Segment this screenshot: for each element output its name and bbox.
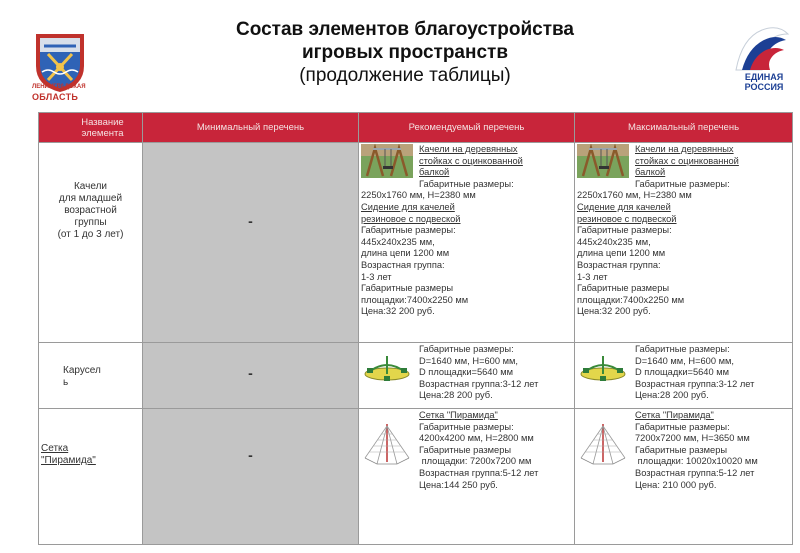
item-detail-line: длина цепи 1200 мм: [361, 248, 450, 259]
item-detail-line: Габаритные размеры: [635, 444, 728, 455]
item-detail-line: Габаритные размеры:: [635, 178, 730, 189]
item-detail-line: Возрастная группа:3-12 лет: [419, 378, 539, 389]
item-price: Цена:28 200 руб.: [635, 390, 709, 401]
title-line-2: игровых пространств: [301, 42, 509, 63]
item-detail-line: 445х240х235 мм,: [577, 236, 651, 247]
item-detail-line: D=1640 мм, Н=600 мм,: [419, 355, 518, 366]
pyramid-net-photo: [577, 422, 629, 466]
page-subtitle: (продолжение таблицы): [299, 65, 511, 86]
table-row: [39, 143, 793, 343]
item-subtitle-line: Сидение для качелей: [361, 201, 455, 212]
element-name-line: Карусел: [63, 365, 101, 376]
maximum-cell: [575, 143, 793, 343]
table-row: [39, 409, 793, 545]
item-subtitle-line: резиновое с подвеской: [577, 213, 677, 224]
item-title-line: стойках с оцинкованной: [419, 155, 523, 166]
item-detail-line: 7200х7200 мм, Н=3650 мм: [635, 433, 750, 444]
party-caption: ЕДИНАЯ РОССИЯ: [744, 72, 784, 92]
maximum-cell: [575, 409, 793, 545]
element-name-line: Сетка: [41, 443, 69, 454]
page-title: [150, 18, 660, 87]
item-detail-line: Возрастная группа:5-12 лет: [419, 467, 539, 478]
item-title: Сетка "Пирамида": [419, 410, 498, 420]
element-name-line: ь: [63, 377, 69, 388]
item-detail-line: 1-3 лет: [361, 271, 392, 282]
item-detail-line: Габаритные размеры:: [419, 344, 514, 354]
element-name-line: (от 1 до 3 лет): [57, 229, 124, 240]
element-name-line: "Пирамида": [41, 455, 96, 466]
item-detail-line: Габаритные размеры:: [635, 421, 730, 432]
item-price: Цена:28 200 руб.: [419, 390, 493, 401]
element-name-line: группы: [74, 217, 107, 228]
item-detail-line: Габаритные размеры:: [419, 178, 514, 189]
item-detail-line: Габаритные размеры: [577, 283, 670, 294]
title-line-1: Состав элементов благоустройства: [236, 19, 574, 40]
item-detail-line: Возрастная группа:: [361, 259, 445, 270]
item-detail-line: Возрастная группа:3-12 лет: [635, 378, 755, 389]
item-detail-line: Габаритные размеры: [419, 444, 512, 455]
item-subtitle-line: резиновое с подвеской: [361, 213, 461, 224]
item-detail-line: площадки: 10020х10020 мм: [635, 456, 758, 467]
col-header-name: Название элемента: [39, 113, 143, 143]
item-title-line: Качели на деревянных: [419, 144, 518, 154]
table-header-row: [39, 113, 793, 143]
item-title: Сетка "Пирамида": [635, 410, 714, 420]
table-row: [39, 343, 793, 409]
item-detail-line: 1-3 лет: [577, 271, 608, 282]
item-detail-line: площадки:7400х2250 мм: [361, 294, 469, 305]
item-title-line: Качели на деревянных: [635, 144, 734, 154]
recommended-cell: [359, 343, 575, 409]
minimum-cell: -: [143, 409, 359, 545]
item-detail-line: 2250х1760 мм, Н=2380 мм: [361, 190, 476, 201]
col-header-minimum: Минимальный перечень: [143, 113, 359, 143]
minimum-cell: -: [143, 143, 359, 343]
recommended-cell: [359, 409, 575, 545]
party-logo-icon: [732, 24, 792, 74]
item-detail-line: площадки: 7200х7200 мм: [419, 456, 532, 467]
item-detail-line: D площадки=5640 мм: [419, 367, 514, 378]
item-detail-line: Габаритные размеры:: [577, 225, 672, 236]
item-detail-line: длина цепи 1200 мм: [577, 248, 666, 259]
swing-photo: [361, 144, 413, 178]
maximum-cell: [575, 343, 793, 409]
col-header-maximum: Максимальный перечень: [575, 113, 793, 143]
elements-table: [38, 112, 793, 545]
item-detail-line: площадки:7400х2250 мм: [577, 294, 685, 305]
region-caption: ОБЛАСТЬ: [32, 92, 79, 102]
carousel-photo: [361, 352, 413, 386]
item-price: Цена:32 200 руб.: [577, 306, 651, 317]
item-title-line: балкой: [635, 167, 666, 178]
col-header-recommended: Рекомендуемый перечень: [359, 113, 575, 143]
item-detail-line: Габаритные размеры:: [419, 421, 514, 432]
element-name-line: для младшей: [58, 193, 123, 204]
item-subtitle-line: Сидение для качелей: [577, 201, 671, 212]
swing-photo: [577, 144, 629, 178]
item-title-line: балкой: [419, 167, 450, 178]
item-detail-line: Габаритные размеры:: [361, 225, 456, 236]
element-name-cell: [39, 143, 143, 343]
recommended-cell: [359, 143, 575, 343]
element-name-cell: [39, 409, 143, 545]
item-detail-line: 445х240х235 мм,: [361, 236, 435, 247]
pyramid-net-photo: [361, 422, 413, 466]
item-detail-line: 2250х1760 мм, Н=2380 мм: [577, 190, 692, 201]
item-title-line: стойках с оцинкованной: [635, 155, 739, 166]
element-name-cell: [39, 343, 143, 409]
element-name-line: Качели: [73, 181, 108, 192]
item-detail-line: Возрастная группа:: [577, 259, 661, 270]
item-price: Цена:32 200 руб.: [361, 306, 435, 317]
item-detail-line: Габаритные размеры:: [635, 344, 730, 354]
minimum-cell: -: [143, 343, 359, 409]
item-detail-line: Габаритные размеры: [361, 283, 454, 294]
item-detail-line: 4200х4200 мм, Н=2800 мм: [419, 433, 534, 444]
carousel-photo: [577, 352, 629, 386]
item-detail-line: D площадки=5640 мм: [635, 367, 730, 378]
item-price: Цена: 210 000 руб.: [635, 479, 717, 490]
item-detail-line: D=1640 мм, Н=600 мм,: [635, 355, 734, 366]
item-price: Цена:144 250 руб.: [419, 479, 498, 490]
element-name-line: возрастной: [64, 205, 117, 216]
item-detail-line: Возрастная группа:5-12 лет: [635, 467, 755, 478]
region-caption-small: ЛЕНИНГРАДСКАЯ: [32, 84, 86, 90]
